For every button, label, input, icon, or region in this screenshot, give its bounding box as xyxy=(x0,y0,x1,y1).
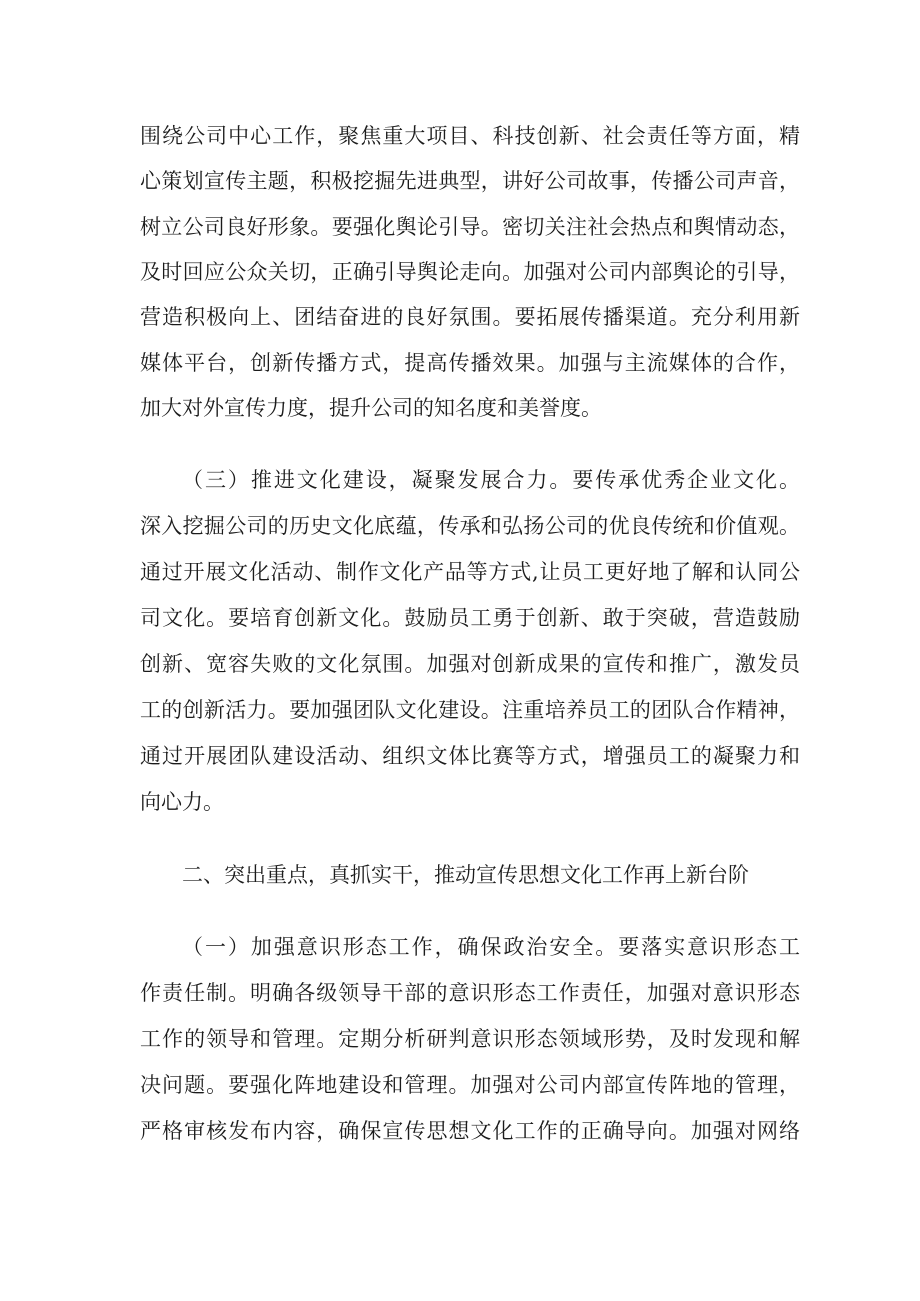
paragraph-3-line-3: 工作的领导和管理。定期分析研判意识形态领域形势，及时发现和解 xyxy=(140,1027,800,1051)
paragraph-2-line-2: 深入挖掘公司的历史文化底蕴，传承和弘扬公司的优良传统和价值观。 xyxy=(140,514,800,538)
section-heading: 二、突出重点，真抓实干，推动宣传思想文化工作再上新台阶 xyxy=(182,863,749,887)
paragraph-3-heading-line: （一）加强意识形态工作，确保政治安全。要落实意识形态工 xyxy=(182,935,800,959)
paragraph-2-line-3: 通过开展文化活动、制作文化产品等方式,让员工更好地了解和认同公 xyxy=(140,560,800,584)
paragraph-2-heading-line: （三）推进文化建设，凝聚发展合力。要传承优秀企业文化。 xyxy=(182,468,800,492)
paragraph-3-line-5: 严格审核发布内容，确保宣传思想文化工作的正确导向。加强对网络 xyxy=(140,1119,800,1143)
paragraph-2-line-4: 司文化。要培育创新文化。鼓励员工勇于创新、敢于突破，营造鼓励 xyxy=(140,606,800,630)
paragraph-3-line-2: 作责任制。明确各级领导干部的意识形态工作责任，加强对意识形态 xyxy=(140,981,800,1005)
paragraph-2-line-6: 工的创新活力。要加强团队文化建设。注重培养员工的团队合作精神， xyxy=(140,698,800,722)
paragraph-1-line-6: 媒体平台，创新传播方式，提高传播效果。加强与主流媒体的合作， xyxy=(140,351,800,375)
paragraph-2-line-7: 通过开展团队建设活动、组织文体比赛等方式，增强员工的凝聚力和 xyxy=(140,744,800,768)
paragraph-1-line-4: 及时回应公众关切，正确引导舆论走向。加强对公司内部舆论的引导， xyxy=(140,260,800,284)
paragraph-2-line-5: 创新、宽容失败的文化氛围。加强对创新成果的宣传和推广，激发员 xyxy=(140,652,800,676)
paragraph-2-line-8: 向心力。 xyxy=(140,790,224,814)
paragraph-1-line-1: 围绕公司中心工作，聚焦重大项目、科技创新、社会责任等方面，精 xyxy=(140,124,800,148)
paragraph-1-line-5: 营造积极向上、团结奋进的良好氛围。要拓展传播渠道。充分利用新 xyxy=(140,305,800,329)
paragraph-1-line-2: 心策划宣传主题，积极挖掘先进典型，讲好公司故事，传播公司声音， xyxy=(140,169,800,193)
paragraph-1-line-3: 树立公司良好形象。要强化舆论引导。密切关注社会热点和舆情动态， xyxy=(140,215,800,239)
paragraph-1-line-7: 加大对外宣传力度，提升公司的知名度和美誉度。 xyxy=(140,396,602,420)
paragraph-3-line-4: 决问题。要强化阵地建设和管理。加强对公司内部宣传阵地的管理， xyxy=(140,1073,800,1097)
